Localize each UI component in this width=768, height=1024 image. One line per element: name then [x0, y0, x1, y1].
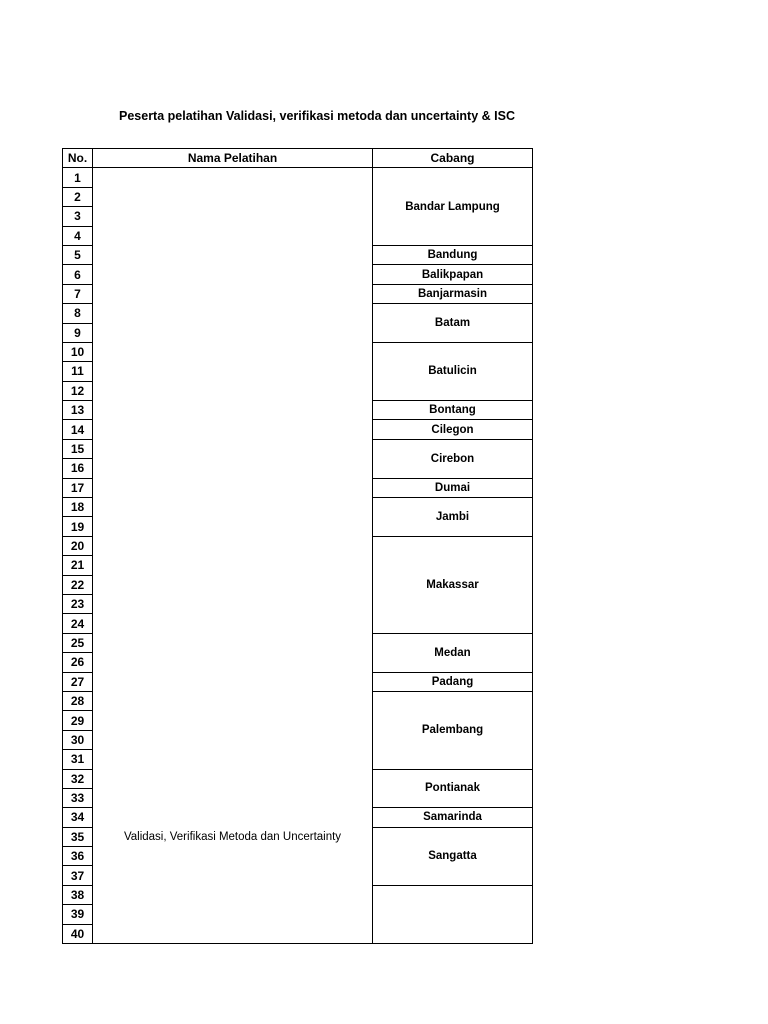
- row-number: 35: [63, 827, 93, 846]
- row-number: 27: [63, 672, 93, 691]
- row-number: 32: [63, 769, 93, 788]
- row-number: 39: [63, 905, 93, 924]
- cabang-cell: Cilegon: [373, 420, 533, 439]
- nama-pelatihan-cell: [93, 168, 373, 944]
- row-number: 3: [63, 207, 93, 226]
- page-title: Peserta pelatihan Validasi, verifikasi metoda dan uncertainty & ISC: [119, 109, 515, 123]
- header-cabang: Cabang: [373, 149, 533, 168]
- row-number: 10: [63, 342, 93, 361]
- row-number: 25: [63, 633, 93, 652]
- cabang-cell: Banjarmasin: [373, 284, 533, 303]
- row-number: 38: [63, 885, 93, 904]
- participants-table: [62, 148, 533, 944]
- nama-pelatihan-text: Validasi, Verifikasi Metoda dan Uncertainty: [123, 831, 342, 844]
- row-number: 22: [63, 575, 93, 594]
- cabang-cell: Cirebon: [373, 439, 533, 478]
- row-number: 31: [63, 750, 93, 769]
- row-number: 36: [63, 847, 93, 866]
- row-number: 17: [63, 478, 93, 497]
- row-number: 30: [63, 730, 93, 749]
- row-number: 8: [63, 304, 93, 323]
- row-number: 24: [63, 614, 93, 633]
- row-number: 28: [63, 691, 93, 710]
- row-number: 29: [63, 711, 93, 730]
- header-nama-pelatihan: Nama Pelatihan: [93, 149, 373, 168]
- row-number: 12: [63, 381, 93, 400]
- row-number: 7: [63, 284, 93, 303]
- row-number: 18: [63, 498, 93, 517]
- row-number: 23: [63, 594, 93, 613]
- row-number: 26: [63, 653, 93, 672]
- cabang-cell: Medan: [373, 633, 533, 672]
- cabang-cell: Makassar: [373, 536, 533, 633]
- row-number: 11: [63, 362, 93, 381]
- cabang-cell: Pontianak: [373, 769, 533, 808]
- cabang-cell: Batulicin: [373, 342, 533, 400]
- cabang-cell: Dumai: [373, 478, 533, 497]
- table-header-row: [63, 149, 533, 168]
- row-number: 5: [63, 245, 93, 264]
- row-number: 21: [63, 556, 93, 575]
- table-row: [63, 168, 533, 187]
- header-no: No.: [63, 149, 93, 168]
- cabang-cell: Samarinda: [373, 808, 533, 827]
- cabang-cell: Sangatta: [373, 827, 533, 885]
- table-body: [63, 168, 533, 944]
- cabang-cell: Jambi: [373, 498, 533, 537]
- row-number: 14: [63, 420, 93, 439]
- cabang-cell: Padang: [373, 672, 533, 691]
- row-number: 15: [63, 439, 93, 458]
- cabang-cell: Bandung: [373, 245, 533, 264]
- row-number: 9: [63, 323, 93, 342]
- row-number: 13: [63, 401, 93, 420]
- row-number: 2: [63, 187, 93, 206]
- row-number: 33: [63, 788, 93, 807]
- row-number: 37: [63, 866, 93, 885]
- row-number: 1: [63, 168, 93, 187]
- row-number: 16: [63, 459, 93, 478]
- cabang-cell: Bontang: [373, 401, 533, 420]
- cabang-cell: Balikpapan: [373, 265, 533, 284]
- cabang-cell: Batam: [373, 304, 533, 343]
- row-number: 40: [63, 924, 93, 943]
- cabang-cell: Palembang: [373, 691, 533, 769]
- row-number: 20: [63, 536, 93, 555]
- row-number: 19: [63, 517, 93, 536]
- row-number: 4: [63, 226, 93, 245]
- cabang-cell: [373, 885, 533, 943]
- row-number: 6: [63, 265, 93, 284]
- cabang-cell: Bandar Lampung: [373, 168, 533, 246]
- row-number: 34: [63, 808, 93, 827]
